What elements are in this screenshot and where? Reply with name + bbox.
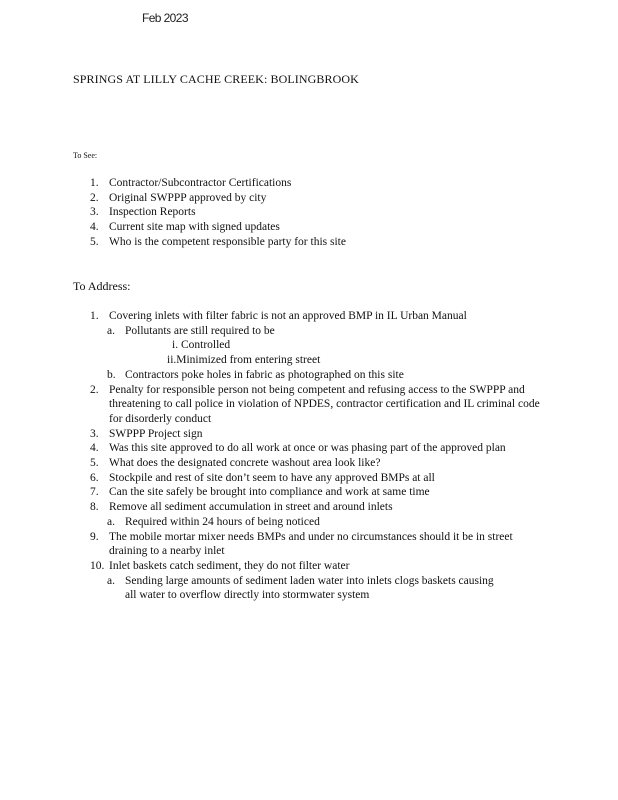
document-title: SPRINGS AT LILLY CACHE CREEK: BOLINGBROOK — [73, 72, 359, 86]
list-item — [90, 220, 346, 235]
item-number: 2. — [90, 191, 99, 204]
list-item — [90, 559, 550, 574]
item-number: 6. — [90, 471, 99, 484]
sub-item-text: Pollutants are still required to be — [125, 324, 275, 337]
item-number: 5. — [90, 457, 99, 470]
item-text: Current site map with signed updates — [109, 221, 280, 234]
sub-item-text: Sending large amounts of sediment laden water into inlets clogs baskets causing all water to overflow directly into stormwater system — [125, 574, 494, 602]
item-number: 7. — [90, 486, 99, 499]
item-number: 3. — [90, 427, 99, 440]
sub-item-letter: a. — [107, 574, 115, 587]
list-item — [90, 309, 550, 324]
roman-numeral: i. — [172, 339, 179, 352]
item-number: 4. — [90, 442, 99, 455]
sub-item — [90, 574, 550, 603]
sub-item-text: Contractors poke holes in fabric as photographed on this site — [125, 368, 404, 381]
item-text: Contractor/Subcontractor Certifications — [109, 177, 292, 189]
item-text: What does the designated concrete washout area look like? — [109, 457, 381, 470]
sub-item-letter: a. — [107, 324, 115, 337]
item-text: Inspection Reports — [109, 206, 196, 219]
list-item — [90, 485, 550, 500]
item-text: Was this site approved to do all work at once or was phasing part of the approved plan — [109, 442, 506, 455]
item-number: 1. — [90, 177, 99, 189]
list-item — [90, 383, 550, 427]
list-item — [90, 500, 550, 515]
item-number: 4. — [90, 221, 99, 234]
item-number: 9. — [90, 530, 99, 543]
list-item — [90, 530, 550, 559]
sub-item-text: Required within 24 hours of being noticed — [125, 515, 320, 528]
sub-item — [90, 368, 550, 383]
list-item — [90, 176, 346, 191]
sub-sub-item-text: Controlled — [180, 339, 231, 352]
item-text: Who is the competent responsible party for this site — [109, 235, 346, 248]
list-item — [90, 235, 346, 250]
item-text: The mobile mortar mixer needs BMPs and under no circumstances should it be in street draining to a nearby inlet — [109, 530, 513, 558]
to-address-list — [90, 309, 550, 603]
sub-sub-item — [90, 338, 550, 353]
sub-item — [90, 324, 550, 339]
item-number: 2. — [90, 383, 99, 396]
list-item — [90, 471, 550, 486]
to-see-heading: To See: — [73, 151, 98, 160]
sub-sub-item — [90, 353, 550, 368]
item-number: 8. — [90, 501, 99, 514]
list-item — [90, 205, 346, 220]
item-text: Inlet baskets catch sediment, they do not filter water — [109, 559, 350, 572]
roman-numeral: ii. — [167, 354, 177, 367]
header-date: Feb 2023 — [142, 11, 188, 25]
sub-sub-item-text: Minimized from entering street — [176, 354, 321, 367]
item-text: Can the site safely be brought into compliance and work at same time — [109, 486, 430, 499]
list-item — [90, 456, 550, 471]
item-text: SWPPP Project sign — [109, 427, 203, 440]
item-text: Stockpile and rest of site don’t seem to have any approved BMPs at all — [109, 471, 435, 484]
item-number: 1. — [90, 310, 99, 322]
sub-item-letter: a. — [107, 515, 115, 528]
item-number: 3. — [90, 206, 99, 219]
sub-item-letter: b. — [107, 368, 116, 381]
sub-item — [90, 515, 550, 530]
list-item — [90, 427, 550, 442]
item-number: 5. — [90, 235, 99, 248]
to-see-list — [90, 176, 346, 250]
item-text: Remove all sediment accumulation in street and around inlets — [109, 501, 393, 514]
item-text: Original SWPPP approved by city — [109, 191, 267, 204]
item-number: 10. — [90, 559, 105, 572]
list-item — [90, 441, 550, 456]
item-text: Penalty for responsible person not being competent and refusing access to the SWPPP and threatening to call police in violation of NPDES, contractor certification and IL criminal code for disorderly conduct — [109, 383, 540, 425]
to-address-heading: To Address: — [73, 279, 131, 293]
item-text: Covering inlets with filter fabric is not an approved BMP in IL Urban Manual — [109, 310, 467, 322]
list-item — [90, 191, 346, 206]
